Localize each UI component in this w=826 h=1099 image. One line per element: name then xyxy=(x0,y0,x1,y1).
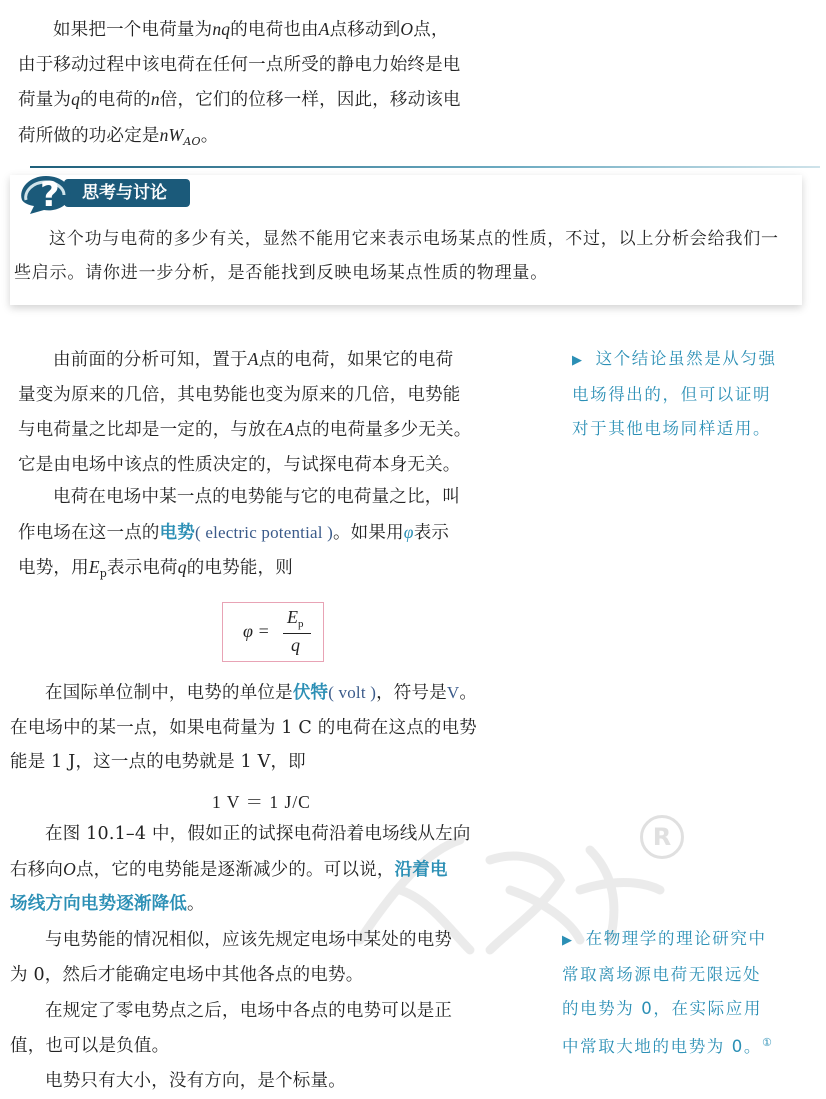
p2-line-4: 它是由电场中该点的性质决定的，与试探电荷本身无关。 xyxy=(18,454,461,475)
formula-lhs: φ = xyxy=(243,621,270,641)
p5-line-2: 右移向O点，它的电势能是逐渐减少的。可以说，沿着电 xyxy=(10,858,448,880)
p4-line-2: 在电场中的某一点，如果电荷量为 1 C 的电荷在这点的电势 xyxy=(10,717,478,738)
triangle-bullet-icon: ▶ xyxy=(572,353,584,368)
paragraph-2 xyxy=(18,342,543,482)
p7-line-1: 在规定了零电势点之后，电场中各点的电势可以是正 xyxy=(45,1001,453,1021)
discussion-text: 这个功与电荷的多少有关，显然不能用它来表示电场某点的性质，不过，以上分析会给我们一些启示。请你进一步分析，是否能找到反映电场某点性质的物理量。 xyxy=(14,229,779,283)
side-note-1 xyxy=(572,342,822,446)
paragraph-5 xyxy=(10,817,545,922)
p4-line-1: 在国际单位制中，电势的单位是伏特( volt )，符号是V。 xyxy=(45,683,478,703)
side2-line-2: 常取离场源电荷无限远处 xyxy=(562,965,762,984)
p4-line-3: 能是 1 J，这一点的电势就是 1 V，即 xyxy=(10,752,306,772)
p1-line-2: 由于移动过程中该电荷在任何一点所受的静电力始终是电 xyxy=(18,54,461,75)
p2-line-1: 由前面的分析可知，置于A点的电荷，如果它的电荷 xyxy=(53,349,454,370)
side-note-2 xyxy=(562,922,824,1064)
registered-mark-icon: R xyxy=(640,815,684,859)
unit-equation: 1 V ＝ 1 J/C xyxy=(212,792,311,812)
paragraph-7 xyxy=(10,994,545,1063)
p2-line-3: 与电荷量之比却是一定的，与放在A点的电荷量多少无关。 xyxy=(18,419,472,440)
side2-line-1: ▶ 在物理学的理论研究中 xyxy=(562,929,767,948)
side2-line-4: 中常取大地的电势为 0。① xyxy=(562,1036,774,1056)
paragraph-4 xyxy=(10,676,545,780)
p3-line-3: 电势，用$E_p$表示电荷q的电势能，则 xyxy=(18,557,293,580)
paragraph-6 xyxy=(10,923,545,992)
paragraph-3 xyxy=(18,480,543,592)
p5-line-1: 在图 10.1–4 中，假如正的试探电荷沿着电场线从左向 xyxy=(45,824,471,844)
side1-line-3: 对于其他电场同样适用。 xyxy=(572,419,772,438)
p5-line-3: 场线方向电势逐渐降低。 xyxy=(10,894,205,914)
p6-line-1: 与电势能的情况相似，应该先规定电场中某处的电势 xyxy=(45,930,453,950)
p6-line-2: 为 0，然后才能确定电场中其他各点的电势。 xyxy=(10,964,364,985)
triangle-bullet-icon: ▶ xyxy=(562,933,574,948)
formula-numerator: $E_p$ xyxy=(287,607,304,630)
p8-line-1: 电势只有大小，没有方向，是个标量。 xyxy=(45,1071,346,1091)
p1-line-3: 荷量为q的电荷的n倍，它们的位移一样，因此，移动该电 xyxy=(18,89,461,110)
p1-line-4: 荷所做的功必定是$nW_{AO}$。 xyxy=(18,124,219,148)
term-volt: 伏特 xyxy=(292,683,329,703)
side2-line-3: 的电势为 0，在实际应用 xyxy=(562,999,762,1018)
formula-denominator: q xyxy=(291,635,300,655)
paragraph-8 xyxy=(10,1064,545,1099)
side1-line-1: ▶ 这个结论虽然是从匀强 xyxy=(572,349,777,368)
discussion-top-rule xyxy=(30,166,820,168)
svg-text:?: ? xyxy=(40,175,60,215)
p1-line-1: 如果把一个电荷量为nq的电荷也由A点移动到O点， xyxy=(53,19,449,40)
paragraph-1 xyxy=(18,12,538,159)
potential-formula xyxy=(222,602,324,662)
discussion-label: 思考与讨论 xyxy=(64,179,190,207)
term-electric-potential: 电势 xyxy=(159,522,196,543)
p3-line-1: 电荷在电场中某一点的电势能与它的电荷量之比，叫 xyxy=(53,487,461,507)
p7-line-2: 值，也可以是负值。 xyxy=(10,1035,170,1056)
discussion-header xyxy=(16,170,188,216)
footnote-marker[interactable]: ① xyxy=(761,1036,774,1049)
p3-line-2: 作电场在这一点的电势( electric potential )。如果用φ表示 xyxy=(18,521,450,543)
p2-line-2: 量变为原来的几倍，其电势能也变为原来的几倍，电势能 xyxy=(18,384,461,405)
side1-line-2: 电场得出的，但可以证明 xyxy=(572,385,772,404)
question-bubble-icon xyxy=(16,170,78,216)
fraction-bar xyxy=(283,633,311,634)
